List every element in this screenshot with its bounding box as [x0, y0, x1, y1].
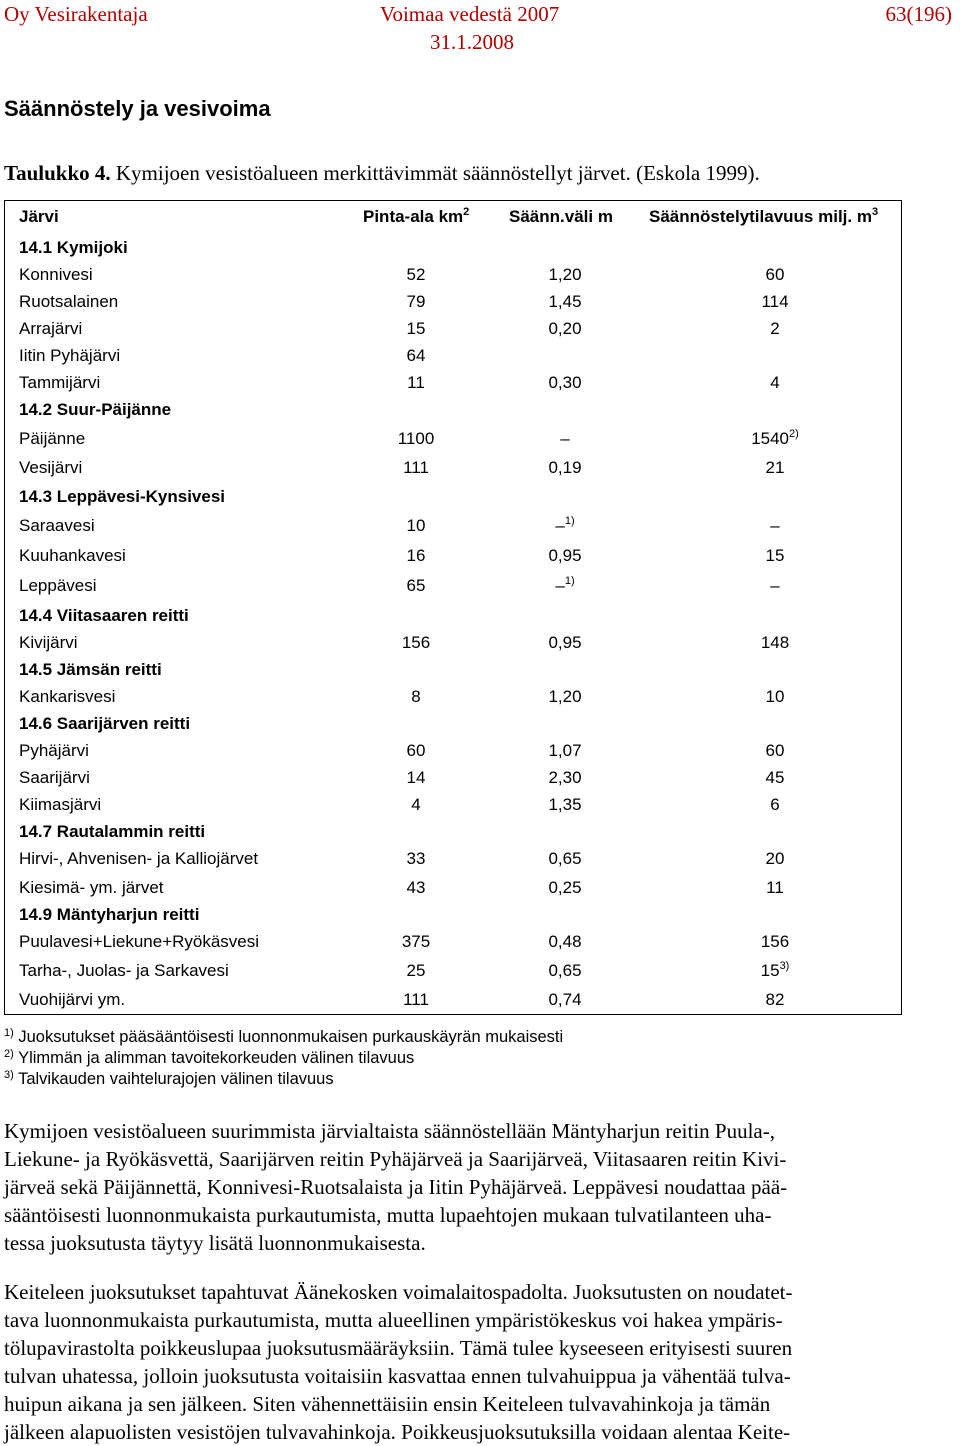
table-group-row: [5, 818, 901, 845]
range-cell: 2,30: [548, 768, 582, 787]
area-cell: 33: [406, 849, 426, 868]
range-cell: 0,65: [548, 849, 582, 868]
paragraph-2-line: tölupavirastolta poikkeuslupaa juoksutusmääräyksiin. Tämä tulee kyseeseen erityisesti suuren: [4, 1336, 793, 1360]
table-header-row: [5, 203, 901, 230]
lake-name: Saarijärvi: [19, 768, 90, 787]
table-row: [5, 845, 901, 872]
paragraph-2-line: jälkeen alapuolisten vesistöjen tulvavahinkoja. Poikkeusjuoksutuksilla voidaan alentaa Keite-: [4, 1420, 791, 1444]
capacity-cell: 6: [770, 795, 780, 814]
lake-name: Kankarisvesi: [19, 687, 116, 706]
header-company: Oy Vesirakentaja: [4, 2, 148, 26]
table-row: [5, 791, 901, 818]
footnote-1: $^{1)}$ Juoksutukset pääsääntöisesti luonnonmukaisen purkauskäyrän mukaisesti: [4, 1027, 564, 1046]
table-row: [5, 764, 901, 791]
range-cell: 1,20: [548, 265, 582, 284]
area-cell: 60: [406, 741, 426, 760]
group-name: 14.1 Kymijoki: [19, 238, 128, 257]
table-group-row: [5, 901, 901, 928]
lake-name: Kiesimä- ym. järvet: [19, 878, 164, 897]
lake-name: Kuuhankavesi: [19, 546, 126, 565]
table-row: [5, 572, 901, 599]
capacity-cell: –: [770, 576, 780, 595]
area-cell: 52: [406, 265, 426, 284]
range-cell: 0,48: [548, 932, 582, 951]
area-cell: 111: [403, 990, 429, 1009]
range-cell: 0,25: [548, 878, 582, 897]
footnote-2: $^{2)}$ Ylimmän ja alimman tavoitekorkeuden välinen tilavuus: [4, 1048, 415, 1067]
range-cell: –: [560, 429, 570, 448]
group-name: 14.9 Mäntyharjun reitti: [19, 905, 200, 924]
capacity-cell: 60: [765, 265, 785, 284]
table-row: [5, 369, 901, 396]
lake-name: Saraavesi: [19, 516, 95, 535]
capacity-cell: 148: [760, 633, 790, 652]
lake-name: Vesijärvi: [19, 458, 83, 477]
lakes-table: [4, 200, 902, 1015]
group-name: 14.3 Leppävesi-Kynsivesi: [19, 487, 226, 506]
paragraph-1-line: järveä sekä Päijännettä, Konnivesi-Ruotsalaista ja Iitin Pyhäjärveä. Leppävesi noudattaa pää-: [4, 1175, 788, 1199]
table-row: [5, 288, 901, 315]
range-cell: 1,07: [548, 741, 582, 760]
range-cell: 0,95: [548, 546, 582, 565]
group-name: 14.4 Viitasaaren reitti: [19, 606, 189, 625]
table-row: [5, 342, 901, 369]
table-group-row: [5, 602, 901, 629]
table-row: [5, 737, 901, 764]
capacity-cell: 1540$^{2)}$: [751, 428, 799, 448]
area-cell: 79: [406, 292, 426, 311]
table-row: [5, 542, 901, 569]
table-group-row: [5, 656, 901, 683]
lake-name: Tammijärvi: [19, 373, 101, 392]
table-row: [5, 629, 901, 656]
range-cell: 1,35: [548, 795, 582, 814]
range-cell: –$^{1)}$: [555, 575, 575, 595]
table-group-row: [5, 710, 901, 737]
paragraph-2: [4, 1278, 898, 1446]
area-cell: 4: [411, 795, 421, 814]
paragraph-2-line: tava luonnonmukaista purkautumista, mutta alueellinen ympäristökeskus voi hakea ympäris-: [4, 1308, 783, 1332]
area-cell: 11: [407, 373, 425, 392]
capacity-cell: 10: [765, 687, 785, 706]
capacity-cell: 156: [760, 932, 790, 951]
table-caption-text: Kymijoen vesistöalueen merkittävimmät säännöstellyt järvet. (Eskola 1999).: [110, 161, 760, 185]
group-name: 14.7 Rautalammin reitti: [19, 822, 206, 841]
range-cell: 1,20: [548, 687, 582, 706]
paragraph-2-line: tulvan uhatessa, jolloin juoksutusta voitaisiin kasvattaa ennen tulvahuippua ja vähentää tulva-: [4, 1364, 791, 1388]
area-cell: 8: [411, 687, 421, 706]
capacity-cell: 15: [765, 546, 785, 565]
table-row: [5, 683, 901, 710]
paragraph-1-line: sääntöisesti luonnonmukaista purkautumista, mutta lupaehtojen mukaan tulvatilanteen uha-: [4, 1203, 772, 1227]
area-cell: 15: [406, 319, 426, 338]
range-cell: 0,19: [548, 458, 582, 477]
table-row: [5, 454, 901, 481]
capacity-cell: 4: [770, 373, 780, 392]
group-name: 14.2 Suur-Päijänne: [19, 400, 172, 419]
lake-name: Leppävesi: [19, 576, 97, 595]
group-name: 14.5 Jämsän reitti: [19, 660, 162, 679]
table-row: [5, 957, 901, 984]
table-row: [5, 425, 901, 452]
paragraph-1-line: Liekune- ja Ryökäsvettä, Saarijärven reitin Pyhäjärveä ja Saarijärveä, Viitasaaren reitin Kivi-: [4, 1147, 787, 1171]
area-cell: 375: [401, 932, 431, 951]
lake-name: Pyhäjärvi: [19, 741, 89, 760]
capacity-cell: –: [770, 516, 780, 535]
col-header-range: Säänn.väli m: [509, 207, 613, 226]
area-cell: 16: [406, 546, 426, 565]
capacity-cell: 82: [765, 990, 785, 1009]
area-cell: 10: [406, 516, 426, 535]
paragraph-2-line: huipun aikana ja sen jälkeen. Siten vähennettäisiin ensin Keiteleen tulvavahinkoja ja tämän: [4, 1392, 771, 1416]
range-cell: 0,65: [548, 961, 582, 980]
area-cell: 1100: [397, 429, 435, 448]
lake-name: Konnivesi: [19, 265, 93, 284]
table-caption-label: Taulukko 4.: [4, 161, 111, 185]
table-row: [5, 512, 901, 539]
range-cell: 0,30: [548, 373, 582, 392]
header-document-title: Voimaa vedestä 2007: [380, 2, 560, 26]
lake-name: Tarha-, Juolas- ja Sarkavesi: [19, 961, 229, 980]
table-row: [5, 986, 901, 1013]
lake-name: Hirvi-, Ahvenisen- ja Kalliojärvet: [19, 849, 259, 868]
table-row: [5, 874, 901, 901]
group-name: 14.6 Saarijärven reitti: [19, 714, 191, 733]
lake-name: Arrajärvi: [19, 319, 83, 338]
paragraph-2-line: Keiteleen juoksutukset tapahtuvat Äänekosken voimalaitospadolta. Juoksutusten on noudatet-: [4, 1280, 793, 1304]
lake-name: Päijänne: [19, 429, 86, 448]
col-header-lake: Järvi: [19, 207, 59, 226]
table-row: [5, 261, 901, 288]
area-cell: 65: [406, 576, 426, 595]
table-caption: [4, 161, 760, 186]
paragraph-1-line: tessa juoksutusta täytyy lisätä luonnonmukaisesta.: [4, 1231, 426, 1255]
table-group-row: [5, 483, 901, 510]
range-cell: 0,95: [548, 633, 582, 652]
col-header-area: Pinta-ala $km^2$: [363, 206, 470, 226]
capacity-cell: 15$^{3)}$: [760, 960, 790, 980]
area-cell: 64: [406, 346, 426, 365]
range-cell: –$^{1)}$: [555, 515, 575, 535]
range-cell: 0,74: [548, 990, 582, 1009]
capacity-cell: 20: [765, 849, 785, 868]
capacity-cell: 114: [761, 292, 789, 311]
lake-name: Vuohijärvi ym.: [19, 990, 126, 1009]
capacity-cell: 60: [765, 741, 785, 760]
capacity-cell: 2: [770, 319, 780, 338]
table-row: [5, 315, 901, 342]
table-row: [5, 928, 901, 955]
paragraph-1-line: Kymijoen vesistöalueen suurimmista järvialtaista säännöstellään Mäntyharjun reitin Puula-,: [4, 1119, 775, 1143]
area-cell: 43: [406, 878, 426, 897]
lake-name: Puulavesi+Liekune+Ryökäsvesi: [19, 932, 260, 951]
lake-name: Ruotsalainen: [19, 292, 119, 311]
table-group-row: [5, 234, 901, 261]
area-cell: 156: [401, 633, 431, 652]
area-cell: 14: [406, 768, 426, 787]
lake-name: Iitin Pyhäjärvi: [19, 346, 121, 365]
paragraph-1: [4, 1117, 898, 1257]
col-header-capacity: Säännöstelytilavuus milj. $m^3$: [649, 206, 879, 226]
range-cell: 1,45: [548, 292, 582, 311]
section-title: Säännöstely ja vesivoima: [4, 96, 271, 121]
capacity-cell: 45: [765, 768, 785, 787]
footnote-3: $^{3)}$ Talvikauden vaihtelurajojen välinen tilavuus: [4, 1069, 334, 1088]
capacity-cell: 21: [765, 458, 785, 477]
header-date: 31.1.2008: [430, 30, 514, 54]
lake-name: Kiimasjärvi: [19, 795, 102, 814]
area-cell: 111: [403, 458, 429, 477]
table-group-row: [5, 396, 901, 423]
area-cell: 25: [406, 961, 426, 980]
lake-name: Kivijärvi: [19, 633, 78, 652]
range-cell: 0,20: [548, 319, 582, 338]
header-page-number: 63(196): [885, 2, 952, 26]
capacity-cell: 11: [766, 878, 784, 897]
